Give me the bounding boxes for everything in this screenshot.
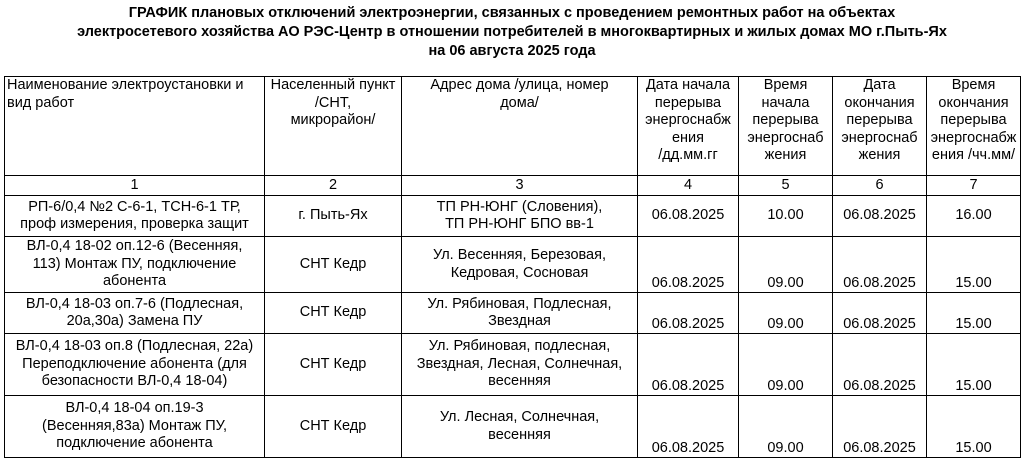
work-line: безопасности ВЛ-0,4 18-04) bbox=[41, 373, 228, 390]
title-line-1: ГРАФИК плановых отключений электроэнергии, связанных с проведением ремонтных работ на объектах bbox=[128, 5, 896, 21]
cell-locality: СНТ Кедр bbox=[265, 237, 402, 293]
header-text-line: Дата bbox=[863, 77, 896, 93]
address-line: весенняя bbox=[488, 373, 551, 390]
header-text-line: дома/ bbox=[500, 94, 539, 111]
cell-locality: г. Пыть-Ях bbox=[265, 196, 402, 237]
cell-start-date: 06.08.2025 bbox=[638, 237, 739, 293]
work-line: ВЛ-0,4 18-04 оп.19-3 bbox=[65, 400, 204, 417]
header-text-line: жения bbox=[764, 147, 807, 163]
cell-start-time: 10.00 bbox=[739, 196, 833, 237]
address-line: ТП РН-ЮНГ БПО вв-1 bbox=[445, 216, 594, 232]
work-line: подключение абонента bbox=[56, 435, 213, 452]
header-text-line: энергоснаб bbox=[841, 129, 918, 146]
header-address bbox=[402, 77, 638, 176]
title-line-2: электросетевого хозяйства АО РЭС-Центр в отношении потребителей в многоквартирных и жилых домах МО г.Пыть-Ях bbox=[77, 24, 947, 40]
header-text-line: ения /чч.мм/ bbox=[931, 147, 1016, 163]
header-text-line: начала bbox=[761, 94, 810, 111]
header-text-line: перерыва bbox=[940, 112, 1007, 128]
work-line: абонента bbox=[102, 273, 167, 290]
address-line: Ул. Весенняя, Березовая, bbox=[432, 247, 606, 263]
header-text-line: Адрес дома /улица, номер bbox=[430, 77, 609, 93]
header-text-line: ения bbox=[671, 129, 705, 146]
cell-end-time: 15.00 bbox=[927, 396, 1021, 458]
column-number: 5 bbox=[739, 176, 833, 196]
work-line: 20а,30а) Замена ПУ bbox=[66, 313, 203, 329]
table-body bbox=[5, 196, 1021, 458]
column-number-row bbox=[5, 176, 1021, 196]
cell-end-time: 15.00 bbox=[927, 334, 1021, 396]
header-text-line: Время bbox=[951, 77, 996, 93]
cell-start-time: 09.00 bbox=[739, 334, 833, 396]
header-work bbox=[5, 77, 265, 176]
header-text-line: Дата начала bbox=[645, 77, 731, 93]
cell-address bbox=[402, 293, 638, 334]
address-line: Кедровая, Сосновая bbox=[450, 264, 589, 281]
address-line: ТП РН-ЮНГ (Словения), bbox=[436, 198, 603, 215]
address-line: Ул. Лесная, Солнечная, bbox=[439, 409, 600, 425]
cell-end-date: 06.08.2025 bbox=[833, 293, 927, 334]
document-title bbox=[0, 4, 1024, 61]
header-start-time bbox=[739, 77, 833, 176]
header-row bbox=[5, 77, 1021, 176]
header-text-line: вид работ bbox=[7, 94, 75, 111]
cell-start-date: 06.08.2025 bbox=[638, 196, 739, 237]
header-text-line: Населенный пункт bbox=[270, 77, 396, 93]
header-text-line: перерыва bbox=[654, 94, 722, 111]
cell-end-time: 15.00 bbox=[927, 237, 1021, 293]
cell-start-time: 09.00 bbox=[739, 237, 833, 293]
column-number: 3 bbox=[402, 176, 638, 196]
work-line: ВЛ-0,4 18-03 оп.8 (Подлесная, 22а) bbox=[15, 338, 254, 355]
table-row bbox=[5, 237, 1021, 293]
cell-start-date: 06.08.2025 bbox=[638, 293, 739, 334]
cell-end-date: 06.08.2025 bbox=[833, 396, 927, 458]
cell-work bbox=[5, 237, 265, 293]
cell-end-time: 15.00 bbox=[927, 293, 1021, 334]
header-text-line: микрорайон/ bbox=[290, 112, 376, 128]
header-text-line: энергоснабж bbox=[930, 129, 1017, 146]
cell-address bbox=[402, 334, 638, 396]
header-text-line: Наименование электроустановки и bbox=[7, 77, 244, 93]
cell-address bbox=[402, 237, 638, 293]
header-text-line: /дд.мм.гг bbox=[658, 147, 718, 163]
cell-start-date: 06.08.2025 bbox=[638, 334, 739, 396]
cell-start-date: 06.08.2025 bbox=[638, 396, 739, 458]
cell-start-time: 09.00 bbox=[739, 396, 833, 458]
column-number: 4 bbox=[638, 176, 739, 196]
column-number: 2 bbox=[265, 176, 402, 196]
work-line: ВЛ-0,4 18-02 оп.12-6 (Весенняя, bbox=[26, 238, 243, 255]
column-number: 6 bbox=[833, 176, 927, 196]
cell-address bbox=[402, 396, 638, 458]
header-end-time bbox=[927, 77, 1021, 176]
header-text-line: Время bbox=[763, 77, 808, 93]
cell-work bbox=[5, 293, 265, 334]
cell-locality: СНТ Кедр bbox=[265, 293, 402, 334]
cell-work bbox=[5, 396, 265, 458]
table-row bbox=[5, 396, 1021, 458]
header-text-line: /СНТ, bbox=[314, 94, 352, 111]
work-line: 113) Монтаж ПУ, подключение bbox=[32, 255, 237, 272]
header-text-line: окончания bbox=[938, 94, 1009, 111]
column-number: 1 bbox=[5, 176, 265, 196]
cell-end-time: 16.00 bbox=[927, 196, 1021, 237]
header-end-date bbox=[833, 77, 927, 176]
table-row bbox=[5, 293, 1021, 334]
address-line: Ул. Рябиновая, подлесная, bbox=[428, 338, 611, 355]
header-text-line: жения bbox=[858, 147, 901, 163]
header-text-line: перерыва bbox=[752, 112, 819, 128]
table-row bbox=[5, 196, 1021, 237]
header-text-line: окончания bbox=[844, 94, 915, 111]
cell-work bbox=[5, 334, 265, 396]
work-line: проф измерения, проверка защит bbox=[20, 216, 249, 232]
cell-work bbox=[5, 196, 265, 237]
header-text-line: энергоснаб bbox=[747, 129, 824, 146]
cell-end-date: 06.08.2025 bbox=[833, 334, 927, 396]
table-row bbox=[5, 334, 1021, 396]
column-number: 7 bbox=[927, 176, 1021, 196]
title-line-3: на 06 августа 2025 года bbox=[428, 43, 596, 59]
work-line: Переподключение абонента (для bbox=[22, 355, 247, 372]
cell-locality: СНТ Кедр bbox=[265, 334, 402, 396]
address-line: Звездная, Лесная, Солнечная, bbox=[416, 355, 623, 372]
address-line: Звездная bbox=[488, 313, 551, 329]
header-text-line: энергоснабж bbox=[645, 112, 731, 128]
address-line: весенняя bbox=[488, 426, 551, 443]
work-line: (Весенняя,83а) Монтаж ПУ, bbox=[42, 417, 227, 434]
cell-locality: СНТ Кедр bbox=[265, 396, 402, 458]
cell-start-time: 09.00 bbox=[739, 293, 833, 334]
header-text-line: перерыва bbox=[846, 112, 913, 128]
cell-end-date: 06.08.2025 bbox=[833, 237, 927, 293]
work-line: РП-6/0,4 №2 С-6-1, ТСН-6-1 ТР, bbox=[28, 198, 241, 215]
outage-schedule-table bbox=[4, 76, 1021, 458]
work-line: ВЛ-0,4 18-03 оп.7-6 (Подлесная, bbox=[25, 295, 244, 312]
cell-address bbox=[402, 196, 638, 237]
header-start-date bbox=[638, 77, 739, 176]
cell-end-date: 06.08.2025 bbox=[833, 196, 927, 237]
address-line: Ул. Рябиновая, Подлесная, bbox=[427, 295, 612, 312]
header-locality bbox=[265, 77, 402, 176]
